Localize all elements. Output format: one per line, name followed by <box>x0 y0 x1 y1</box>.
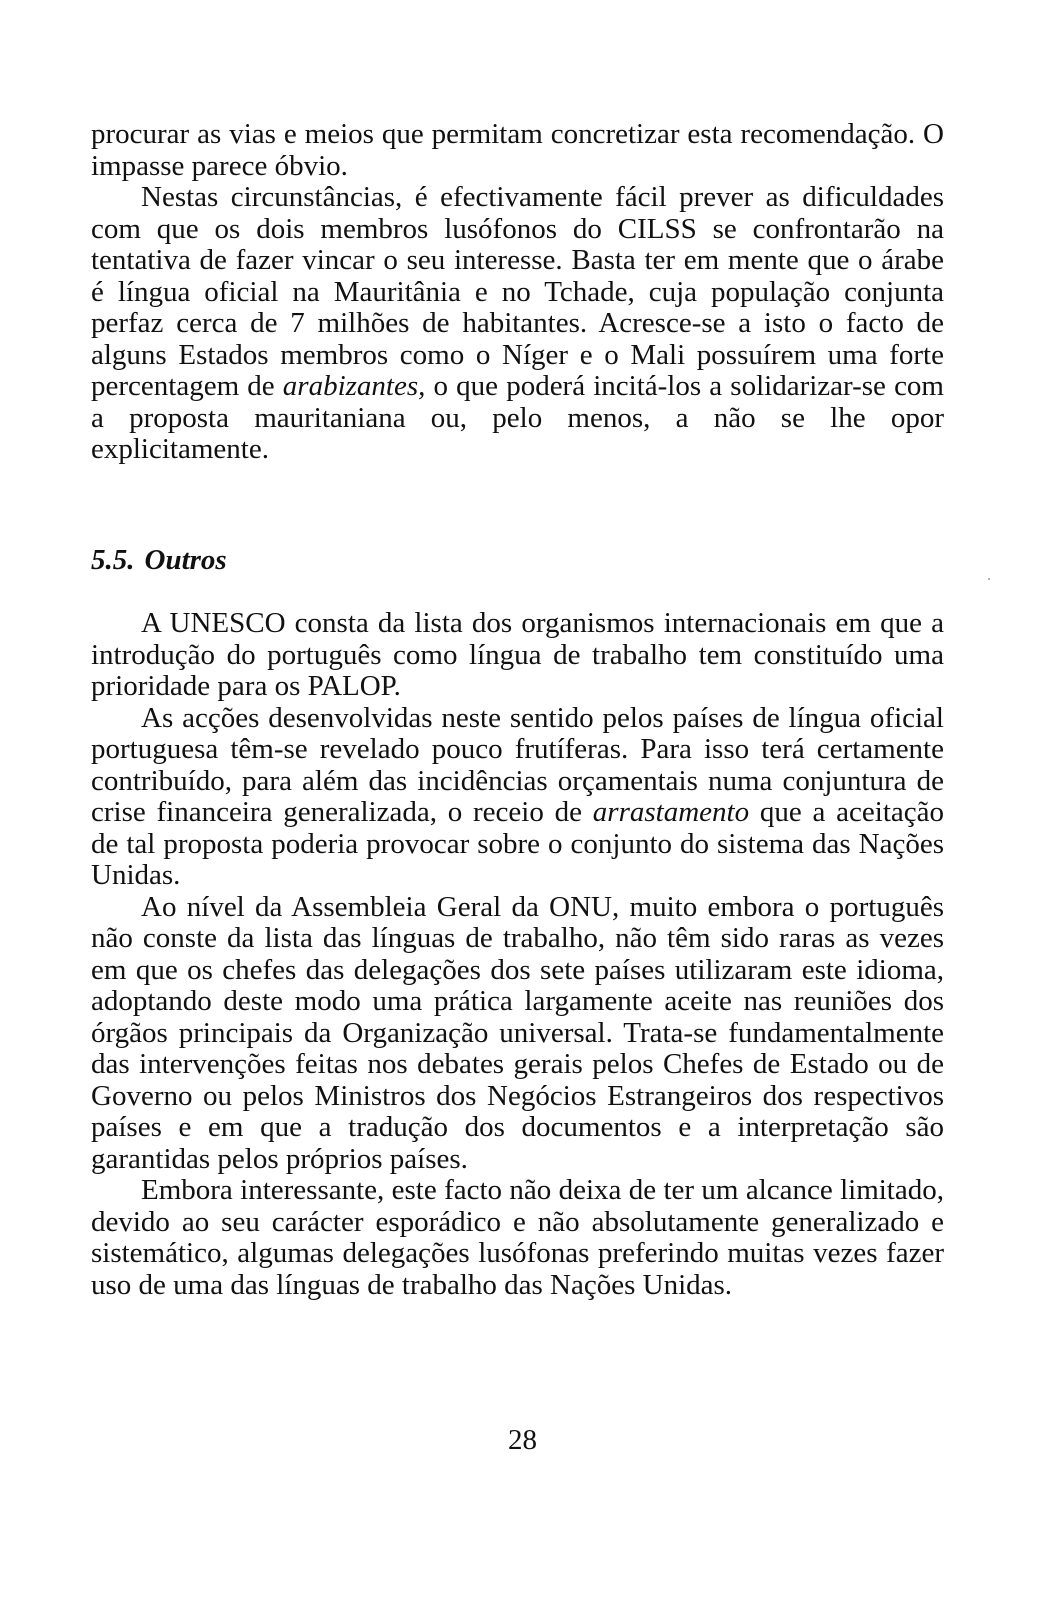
section-number: 5.5. <box>91 544 135 576</box>
paragraph-text: que a aceitação de tal proposta poderia provocar sobre o conjunto do sistema das Nações Unidas. <box>91 796 944 891</box>
text-block-bottom <box>91 608 944 1301</box>
scan-speck <box>988 578 990 580</box>
paragraph-accoes <box>91 703 944 892</box>
paragraph-onu: Ao nível da Assembleia Geral da ONU, muito embora o português não conste da lista das línguas de trabalho, não têm sido raras as vezes em que os chefes das delegações dos sete países utilizaram este idioma, adoptando deste modo uma prática largamente aceite nas reuniões dos órgãos principais da Organização universal. Trata-se fundamentalmente das intervenções feitas nos debates gerais pelos Chefes de Estado ou de Governo ou pelos Ministros dos Negócios Estrangeiros dos respectivos países e em que a tradução dos documentos e a interpretação são garantidas pelos próprios países. <box>91 890 944 1175</box>
section-heading <box>91 544 227 576</box>
paragraph-continued: procurar as vias e meios que permitam concretizar esta recomendação. O impasse parece óbvio. <box>91 118 944 182</box>
paragraph-text: o que poderá incitá-los a solidarizar-se com a proposta mauritaniana ou, pelo menos, a não se lhe opor explicitamente. <box>91 370 944 465</box>
section-title: Outros <box>144 544 227 576</box>
paragraph-embora: Embora interessante, este facto não deixa de ter um alcance limitado, devido ao seu carácter esporádico e não absolutamente generalizado e sistemático, algumas delegações lusófonas preferindo muitas vezes fazer uso de uma das línguas de trabalho das Nações Unidas. <box>91 1174 944 1301</box>
page-number: 28 <box>508 1424 537 1456</box>
italic-term-arabizantes: arabizantes, <box>282 370 426 402</box>
paragraph-text: Nestas circunstâncias, é efectivamente fácil prever as dificuldades com que os dois membros lusófonos do CILSS se confrontarão na tentativa de fazer vincar o seu interesse. Basta ter em mente que o árabe é língua oficial na Mauritânia e no Tchade, cuja população conjunta perfaz cerca de 7 milhões de habitantes. Acresce-se a isto o facto de alguns Estados membros como o Níger e o Mali possuírem uma forte percentagem de <box>91 181 944 402</box>
paragraph-text: As acções desenvolvidas neste sentido pelos países de língua oficial portuguesa têm-se revelado pouco frutíferas. Para isso terá certamente contribuído, para além das incidências orçamentais numa conjuntura de crise financeira generalizada, o receio de <box>91 701 944 828</box>
italic-term-arrastamento: arrastamento <box>592 796 750 828</box>
paragraph-cilss <box>91 182 944 466</box>
text-block-top <box>91 119 944 466</box>
paragraph-unesco: A UNESCO consta da lista dos organismos internacionais em que a introdução do português como língua de trabalho tem constituído uma prioridade para os PALOP. <box>91 607 944 702</box>
